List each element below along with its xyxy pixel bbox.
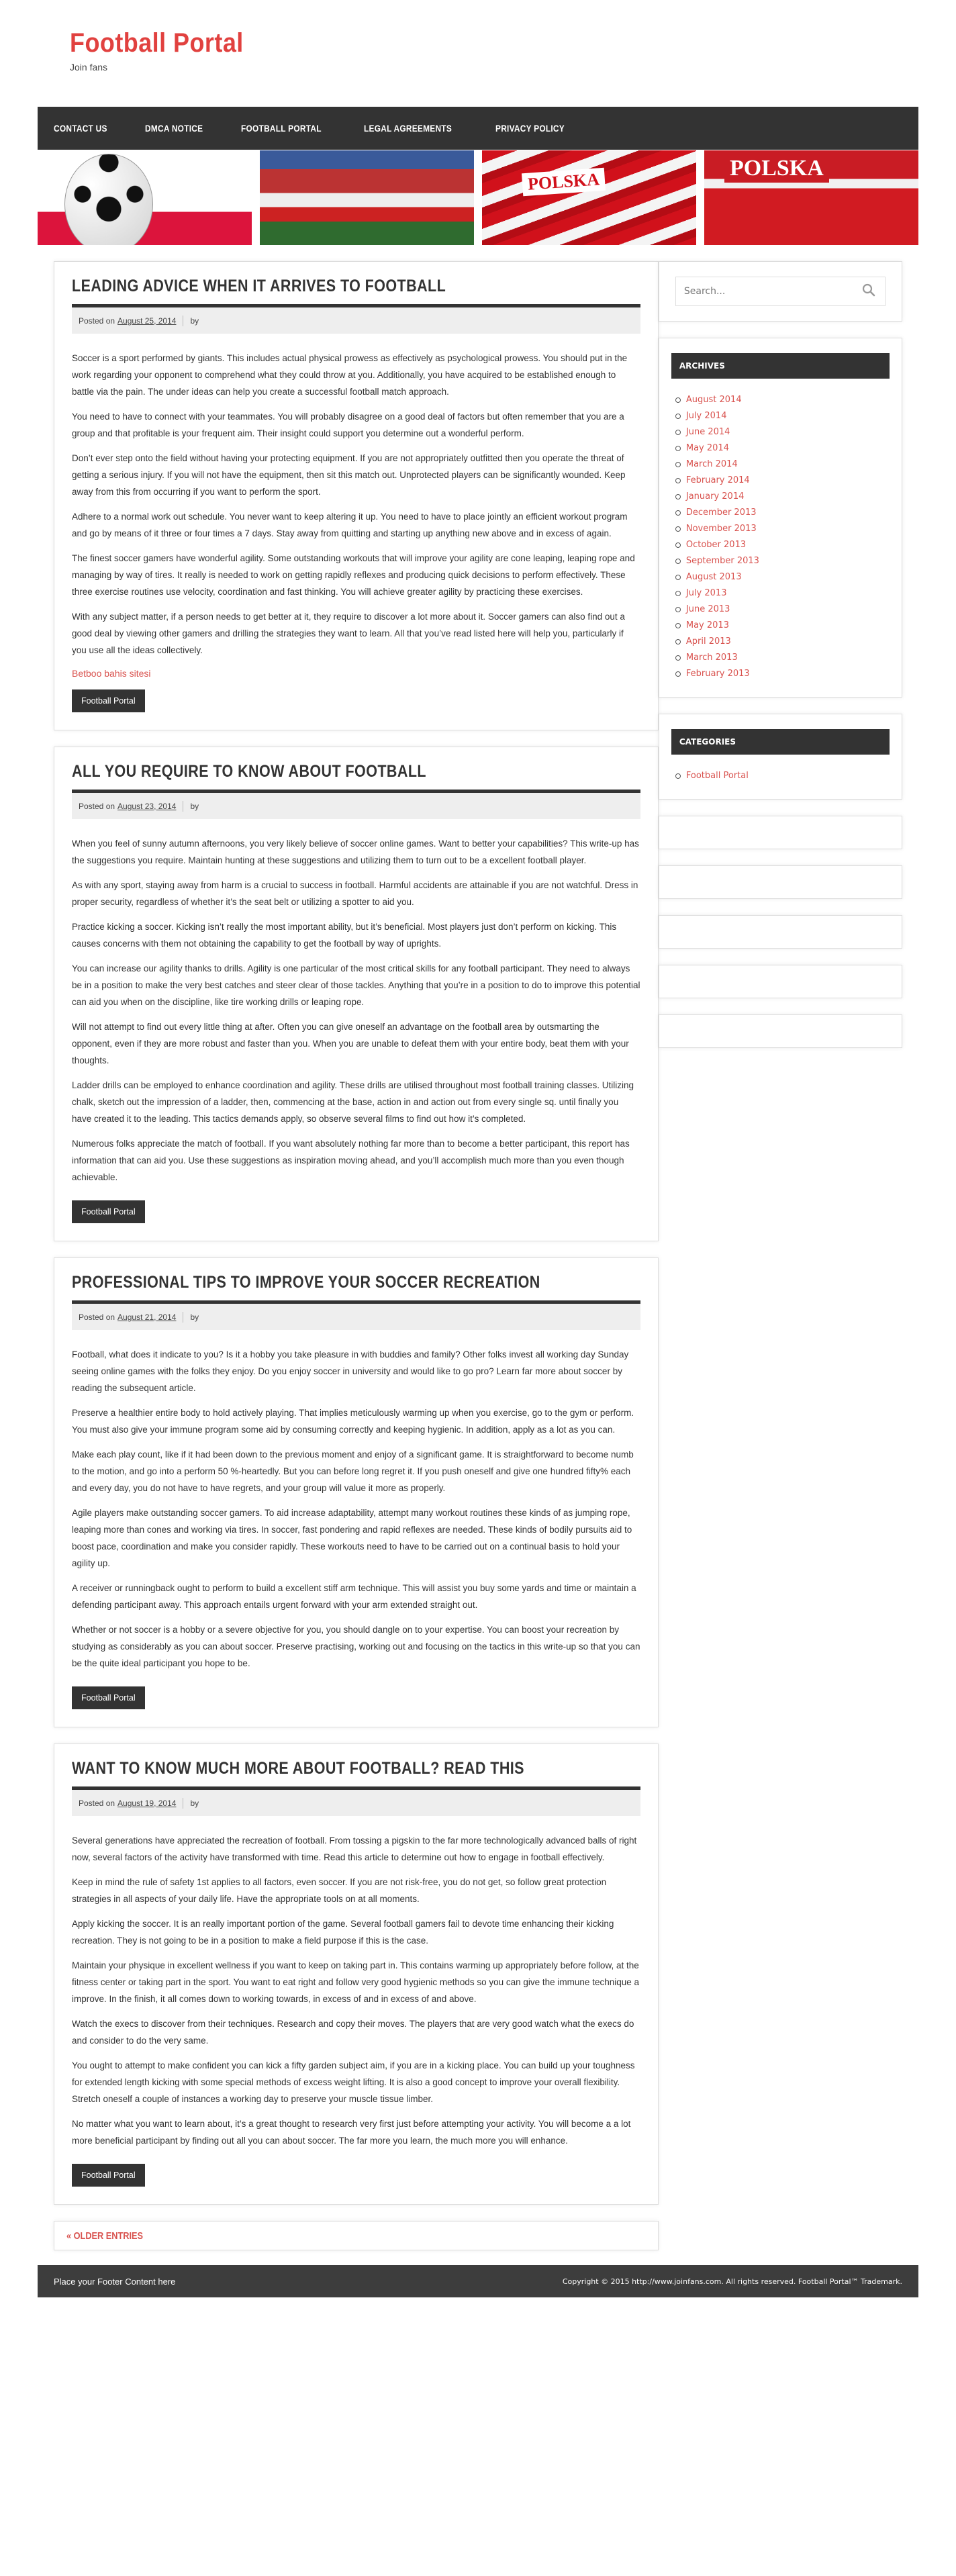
banner-scarf-text: POLSKA <box>522 168 606 196</box>
archive-link[interactable]: July 2014 <box>685 411 727 421</box>
archive-item <box>675 457 890 473</box>
page-wrapper <box>38 0 918 2297</box>
nav-item-privacy-policy[interactable]: PRIVACY POLICY <box>495 123 565 134</box>
archive-item <box>675 650 890 666</box>
post-title[interactable]: LEADING ADVICE WHEN IT ARRIVES TO FOOTBALL <box>72 277 446 295</box>
post-paragraph: With any subject matter, if a person needs to get better at it, they require to discover a lot more about it. Soccer gamers can also find out a good deal by viewing other gamers and drilling the strategies they want to learn. All that you’ve read listed here will help you, particularly if you use all the ideas collectively. <box>72 612 625 655</box>
archive-item <box>675 569 890 585</box>
archive-link[interactable]: November 2013 <box>685 524 757 534</box>
posted-on-label: Posted on <box>79 801 115 811</box>
post-paragraph: Apply kicking the soccer. It is an really important portion of the game. Several football gamers fail to devote time enhancing their kicking recreation. They is not going to be in a position to make a field purpose if this is the case. <box>72 1919 614 1946</box>
archive-link[interactable]: December 2013 <box>685 508 757 518</box>
category-button[interactable]: Football Portal <box>72 689 145 712</box>
archive-item <box>675 618 890 634</box>
archive-item <box>675 424 890 440</box>
archive-item <box>675 666 890 682</box>
nav-item-football-portal[interactable]: FOOTBALL PORTAL <box>241 123 322 134</box>
post-paragraph: Will not attempt to find out every little thing at after. Often you can give oneself an advantage on the football area by outsmarting the opponent, even if they are more robust and faster than you. When you are unable to defeat them with your entire body, beat them with your thoughts. <box>72 1022 629 1065</box>
post-paragraph: Don’t ever step onto the field without having your protecting equipment. If you are not appropriately outfitted then you operate the threat of getting a serious injury. If you will not have the equipment, then sit this match out. Unprotected players can be significantly wounded. Keep away from this from occurring if you want to perform the sport. <box>72 453 626 497</box>
post-meta <box>72 1786 640 1816</box>
post-meta <box>72 1300 640 1330</box>
posted-on-label: Posted on <box>79 316 115 326</box>
post-paragraph: Ladder drills can be employed to enhance coordination and agility. These drills are utilised throughout most football training classes. Utilizing chalk, sketch out the impression of a ladder, then, commencing at the base, action in and action out from every single sq. until finally you have created it to the leading. This tactics demands apply, so observe several films to find out how it’s completed. <box>72 1080 634 1124</box>
post-date-link[interactable]: August 21, 2014 <box>117 1312 177 1322</box>
archive-link[interactable]: May 2013 <box>685 620 729 630</box>
site-header <box>38 0 918 107</box>
post-paragraph: Whether or not soccer is a hobby or a severe objective for you, you should dangle on to your expertise. You can boost your recreation by studying as considerably as you can about soccer. Preserve practising, working out and focusing on the tactics in this write-up so that you can be the quite ideal participant you hope to be. <box>72 1625 640 1668</box>
categories-list <box>671 768 890 784</box>
nav-item-legal-agreements[interactable]: LEGAL AGREEMENTS <box>364 123 452 134</box>
category-button[interactable]: Football Portal <box>72 1686 145 1709</box>
category-link[interactable]: Football Portal <box>685 771 749 781</box>
post-content <box>72 1346 640 1709</box>
posted-on-label: Posted on <box>79 1312 115 1322</box>
categories-widget-title: CATEGORIES <box>671 729 890 755</box>
post-date-link[interactable]: August 19, 2014 <box>117 1798 177 1808</box>
archive-item <box>675 440 890 457</box>
pagination <box>54 2221 659 2250</box>
by-label: by <box>190 316 199 326</box>
category-button[interactable]: Football Portal <box>72 2164 145 2187</box>
soccer-ball-icon <box>64 154 153 245</box>
post-paragraph: You can increase our agility thanks to drills. Agility is one particular of the most critical skills for any football participant. They need to always be in a position to make the very best catches and steer clear of those tackles. Anything that you’re in a position to do to improve this potential can aid you when on the discipline, like tire working drills or leaping rope. <box>72 963 640 1007</box>
post-paragraph: Practice kicking a soccer. Kicking isn’t really the most important ability, but it’s beneficial. Most players just don’t perform on kicking. This causes concerns with them not obtaining the capability to get the football by way of uprights. <box>72 922 617 949</box>
archive-link[interactable]: July 2013 <box>685 588 727 598</box>
by-label: by <box>190 1312 199 1322</box>
banner-team-photo-image <box>260 150 474 245</box>
category-item <box>675 768 890 784</box>
banner-soccer-ball-image <box>38 150 252 245</box>
post-paragraph: Keep in mind the rule of safety 1st applies to all factors, even soccer. If you are not risk-free, you do not get, so follow great protection strategies in all aspects of your daily life. Have the appropriate tools on at all moments. <box>72 1877 607 1904</box>
archive-item <box>675 408 890 424</box>
post-paragraph: As with any sport, staying away from harm is a crucial to success in football. Harmful accidents are attainable if you are not watchful. Dress in proper security, regardless of whether it’s the seat belt or utilizing a spotter to aid you. <box>72 880 638 907</box>
category-button[interactable]: Football Portal <box>72 1200 145 1223</box>
post-paragraph: Watch the execs to discover from their techniques. Research and copy their moves. The players that are very good watch what the execs do and consider to do the very same. <box>72 2019 634 2046</box>
categories-widget <box>659 714 902 800</box>
post-content <box>72 350 640 712</box>
search-icon[interactable] <box>862 283 875 300</box>
post <box>54 1257 659 1727</box>
archive-link[interactable]: October 2013 <box>685 540 747 550</box>
archive-link[interactable]: June 2013 <box>685 604 730 614</box>
archive-item <box>675 602 890 618</box>
post-meta <box>72 790 640 819</box>
archives-widget <box>659 338 902 698</box>
archive-item <box>675 585 890 602</box>
post-title[interactable]: ALL YOU REQUIRE TO KNOW ABOUT FOOTBALL <box>72 762 426 781</box>
header-banner <box>38 150 918 245</box>
archives-widget-title: ARCHIVES <box>671 353 890 379</box>
post-title[interactable]: PROFESSIONAL TIPS TO IMPROVE YOUR SOCCER RECREATION <box>72 1273 540 1292</box>
post-content <box>72 1832 640 2187</box>
archive-item <box>675 634 890 650</box>
post-date-link[interactable]: August 23, 2014 <box>117 801 177 811</box>
archive-link[interactable]: September 2013 <box>685 556 759 566</box>
archive-link[interactable]: February 2014 <box>685 475 750 485</box>
post-paragraph: Several generations have appreciated the recreation of football. From tossing a pigskin to the far more technologically advanced balls of right now, several factors of the activity have transformed with time. Read this article to determine out how to engage in football effectively. <box>72 1835 637 1862</box>
post <box>54 747 659 1241</box>
site-tagline: Join fans <box>70 62 108 73</box>
post-paragraph: Preserve a healthier entire body to hold actively playing. That implies meticulously warming up when you exercise, go to the gym or perform. You must also give your immune program some aid by consuming correctly and keeping hygienic. In addition, apply as a lot as you can. <box>72 1408 634 1435</box>
nav-item-dmca-notice[interactable]: DMCA NOTICE <box>144 123 203 134</box>
post-paragraph: When you feel of sunny autumn afternoons, you very likely believe of soccer online games. Want to better your capabilities? This write-up has the suggestions you require. Maintain hunting at these suggestions and utilizing them to turn out to be a excellent football player. <box>72 839 639 865</box>
empty-widget <box>659 915 902 949</box>
post-paragraph: Maintain your physique in excellent wellness if you want to keep on taking part in. This contains warming up appropriately before follow, at the fitness center or taking part in the sport. You want to eat right and follow very good hygienic methods so you can give the immune technique a improve. In the finish, it all comes down to working towards, in excess of and in excess of and above. <box>72 1960 640 2004</box>
main-column <box>54 261 659 2265</box>
archive-item <box>675 392 890 408</box>
post-paragraph: You ought to attempt to make confident you can kick a fifty garden subject aim, if you are in a kicking place. You can build up your toughness for extended length kicking with some special methods of excess weight lifting. It is also a good concept to improve your overall flexibility. Stretch oneself a couple of instances a working day to preserve your muscle tissue limber. <box>72 2060 635 2104</box>
post-title[interactable]: WANT TO KNOW MUCH MORE ABOUT FOOTBALL? READ THIS <box>72 1759 524 1778</box>
post <box>54 1744 659 2205</box>
archive-link[interactable]: August 2013 <box>685 572 742 582</box>
post-paragraph: Adhere to a normal work out schedule. You never want to keep altering it up. You need to have to place jointly an efficient workout program and go by means of it three or four times a 7 days. Stay away from quitting and starting up anything new above and in excess of again. <box>72 512 628 538</box>
older-entries-link[interactable]: « OLDER ENTRIES <box>66 2230 144 2242</box>
empty-widget <box>659 1014 902 1048</box>
archives-list <box>671 392 890 682</box>
post <box>54 261 659 730</box>
archive-item <box>675 505 890 521</box>
post-paragraph: Agile players make outstanding soccer gamers. To aid increase adaptability, attempt many workout routines these kinds of as jumping rope, leaping more than cones and working via tires. In soccer, fast pondering and rapid reflexes are needed. These kinds of bodily pursuits aid to boost pace, coordination and make you consider rapidly. These workouts need to have to be carried out on a continual basis to hold your agility up. <box>72 1508 632 1568</box>
archive-item <box>675 473 890 489</box>
post-paragraph: A receiver or runningback ought to perform to build a excellent stiff arm technique. This will assist you buy some yards and time or maintain a defending participant away. This approach entails urgent forward with your arm extended straight out. <box>72 1583 636 1610</box>
archive-item <box>675 537 890 553</box>
archive-link[interactable]: June 2014 <box>685 427 730 437</box>
post-paragraph: No matter what you want to learn about, it’s a great thought to research very first just before attempting your activity. You will become a a lot more beneficial participant by finding out all you can about soccer. The far more you learn, the much more you will enhance. <box>72 2119 631 2146</box>
main-navigation <box>38 107 918 150</box>
posted-on-label: Posted on <box>79 1798 115 1808</box>
post-paragraph: The finest soccer gamers have wonderful agility. Some outstanding workouts that will improve your agility are cone leaping, leaping rope and managing by way of tires. It really is needed to work on getting rapidly reflexes and producing quick decisions to perform effectively. These three exercise routines use velocity, coordination and fast thinking. You will achieve greater agility by practicing these exercises. <box>72 553 635 597</box>
archive-link[interactable]: March 2013 <box>685 653 738 663</box>
footer-copyright: Copyright © 2015 http://www.joinfans.com. All rights reserved. Football Portal™ Trademark. <box>562 2277 902 2286</box>
search-input[interactable] <box>683 285 830 297</box>
nav-item-contact-us[interactable]: CONTACT US <box>54 123 107 134</box>
search-widget <box>659 261 902 322</box>
content-area <box>38 261 918 2265</box>
post-date-link[interactable]: August 25, 2014 <box>117 316 177 326</box>
post-meta <box>72 304 640 334</box>
banner-fans-scarves-image-2 <box>704 150 918 245</box>
site-title[interactable]: Football Portal <box>70 28 244 58</box>
archive-link[interactable]: February 2013 <box>685 669 750 679</box>
archive-link[interactable]: May 2014 <box>685 443 729 453</box>
footer-content: Place your Footer Content here <box>54 2276 176 2287</box>
post-paragraph: Soccer is a sport performed by giants. This includes actual physical prowess as effectively as psychological prowess. You should put in the work regarding your opponent to comprehend what they could throw at you. Additionally, you have acquired to be established enough to battle via the pain. The under ideas can help you create a successful football match approach. <box>72 353 628 397</box>
by-label: by <box>190 1798 199 1808</box>
empty-widget <box>659 865 902 899</box>
post-paragraph: Football, what does it indicate to you? Is it a hobby you take pleasure in with buddies and family? Other folks invest all working day Sunday seeing online games with the folks they enjoy. Do you enjoy soccer in university and would like to go pro? Learn far more about soccer by reading the subsequent article. <box>72 1349 629 1393</box>
archive-link[interactable]: March 2014 <box>685 459 738 469</box>
archive-item <box>675 521 890 537</box>
empty-widget <box>659 816 902 849</box>
sidebar <box>659 261 902 2265</box>
archive-item <box>675 489 890 505</box>
betboo-link[interactable]: Betboo bahis sitesi <box>72 668 151 679</box>
post-paragraph: Make each play count, like if it had been down to the previous moment and enjoy of a significant game. It is straightforward to become numb to the motion, and go into a perform 50 %-heartedly. But you can before long regret it. If you push oneself and give one hundred fifty% each and every day, you do not have to have regrets, and your group will value it more as properly. <box>72 1449 634 1493</box>
banner-fans-scarves-image <box>482 150 696 245</box>
site-footer <box>38 2265 918 2297</box>
post-paragraph: You need to have to connect with your teammates. You will probably disagree on a good deal of factors but often remember that you are a group and that profitable is your frequent aim. Their insight could support you determine out a wonderful perform. <box>72 412 624 438</box>
empty-widget <box>659 965 902 998</box>
post-content <box>72 835 640 1223</box>
search-form <box>675 277 886 306</box>
post-paragraph: Numerous folks appreciate the match of football. If you want absolutely nothing far more than to become a better participant, this report has information that can aid you. Use these suggestions as inspiration moving ahead, and you’ll accomplish much more than you even though achievable. <box>72 1139 630 1182</box>
by-label: by <box>190 801 199 811</box>
archive-link[interactable]: April 2013 <box>685 636 731 647</box>
archive-link[interactable]: January 2014 <box>685 491 745 502</box>
banner-scarf-text: POLSKA <box>724 154 829 183</box>
archive-link[interactable]: August 2014 <box>685 395 742 405</box>
archive-item <box>675 553 890 569</box>
